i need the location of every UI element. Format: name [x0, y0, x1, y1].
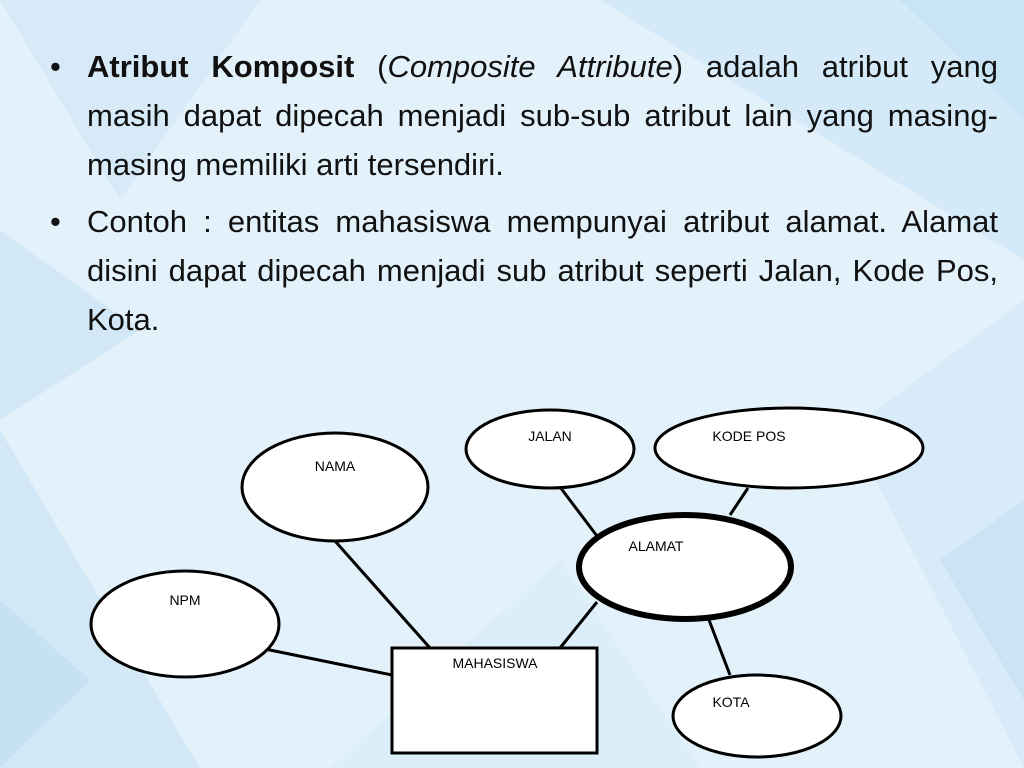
attribute-jalan	[466, 410, 634, 488]
attribute-kota	[673, 675, 841, 757]
paren-close: )	[672, 49, 684, 84]
connector-npm-mahasiswa	[260, 648, 392, 675]
attribute-alamat-label: ALAMAT	[628, 538, 684, 554]
attribute-kota-label: KOTA	[712, 694, 750, 710]
attribute-kode-pos	[655, 408, 923, 488]
term-composite-attribute: Atribut Komposit	[87, 49, 355, 84]
attribute-nama-label: NAMA	[314, 458, 356, 474]
connector-kota-alamat	[709, 620, 730, 675]
term-english: Composite Attribute	[387, 49, 673, 84]
bullet-dot: •	[50, 204, 61, 239]
attribute-alamat-composite	[579, 515, 791, 619]
connector-kodepos-alamat	[730, 488, 748, 515]
connector-jalan-alamat	[560, 487, 600, 540]
definition-text: adalah atribut yang masih dapat dipecah menjadi sub-sub atribut lain yang masing-masing memiliki arti tersendiri.	[87, 49, 998, 182]
attribute-nama	[242, 433, 428, 541]
attribute-npm-label: NPM	[169, 592, 201, 608]
paren-open: (	[377, 49, 388, 84]
connector-nama-mahasiswa	[335, 541, 430, 648]
attribute-npm	[91, 571, 279, 677]
attribute-jalan-label: JALAN	[528, 428, 572, 444]
bullet-dot: •	[50, 49, 61, 84]
example-text: Contoh : entitas mahasiswa mempunyai atribut alamat. Alamat disini dapat dipecah menjadi sub atribut seperti Jalan, Kode Pos, Kota.	[87, 204, 998, 337]
attribute-kode-pos-label: KODE POS	[712, 428, 786, 444]
connector-alamat-mahasiswa	[560, 602, 597, 648]
entity-mahasiswa-label: MAHASISWA	[452, 655, 538, 671]
